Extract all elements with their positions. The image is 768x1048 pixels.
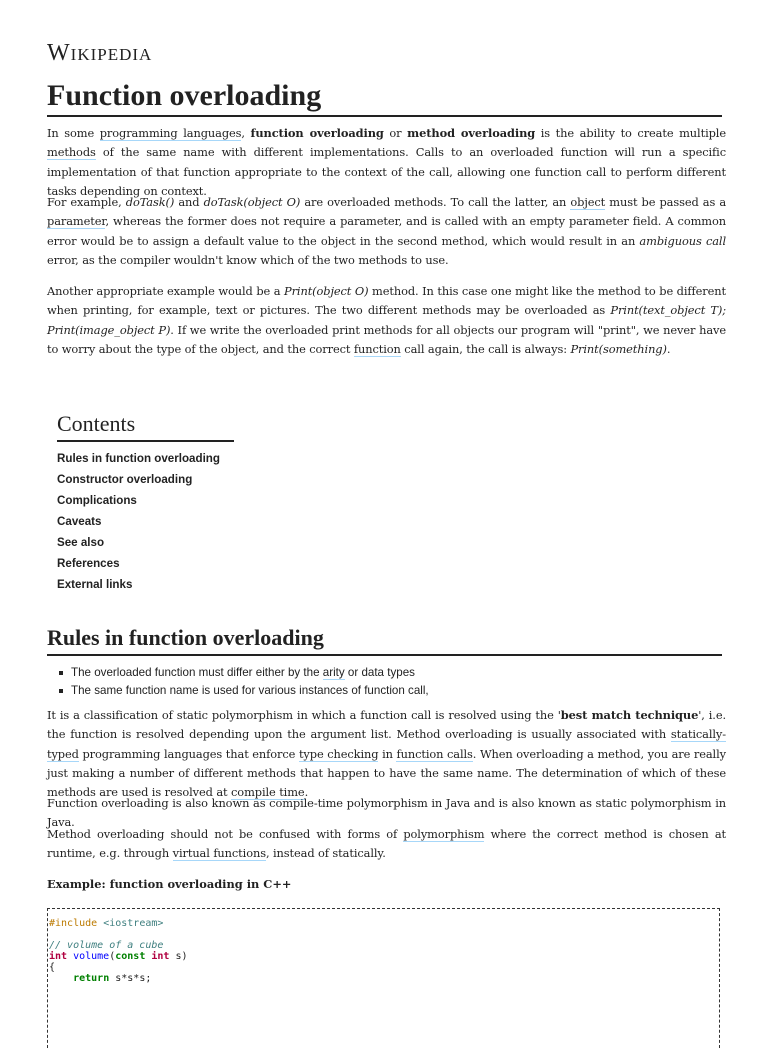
toc-item-constructor[interactable]: Constructor overloading [57,473,193,486]
code-line: #include <iostream> [49,918,164,929]
link-programming-languages[interactable]: programming languages [99,126,242,140]
link-compile-time[interactable]: compile time [231,785,305,800]
link-function-calls[interactable]: function calls [396,746,473,761]
toc-item-caveats[interactable]: Caveats [57,515,102,528]
toc-item-external-links[interactable]: External links [57,578,133,591]
toc-item-see-also[interactable]: See also [57,536,105,549]
section-heading-rules: Rules in function overloading [47,624,722,656]
link-statically-typed[interactable]: statically-typed [47,727,726,761]
link-parameter[interactable]: parameter [47,214,106,229]
code-line: // volume of a cube [49,940,164,951]
link-type-checking[interactable]: type checking [298,746,379,761]
bold-term: method overloading [407,126,536,140]
toc-item-complications[interactable]: Complications [57,494,137,507]
intro-paragraph-2: For example, doTask() and doTask(object O) are overloaded methods. To call the latter, an object must be passed as a parameter, whereas the former does not require a parameter, and is called with an empty parameter field. A common error would be to assign a default value to the object in the second method, which would result in an ambiguous call error, as the compiler wouldn't know which of the two methods to use. [47,195,727,267]
rules-paragraph-1: It is a classification of static polymorphism in which a function call is resolved using the 'best match technique', i.e. the function is resolved depending upon the argument list. Method overloading is usually associated with statically-typed programming languages that enforce type checking in function calls. When overloading a method, you are really just making a number of different methods that happen to have the same name. The determination of which of these methods are used is resolved at compile time. [47,708,726,800]
rules-paragraph-3: Method overloading should not be confused with forms of polymorphism where the correct method is chosen at runtime, e.g. through virtual functions, instead of statically. [47,827,727,861]
list-item: The overloaded function must differ either by the arity or data types [59,664,429,682]
list-item: The same function name is used for various instances of function call, [59,682,429,700]
code-line: int volume(const int s) [49,951,188,962]
page-title: Function overloading [47,79,722,117]
bold-term: function overloading [250,126,384,140]
intro-paragraph-3: Another appropriate example would be a Print(object O) method. In this case one might like the method to be different when printing, for example, text or pictures. The two different methods may be overloaded as Print(text_object T); Print(image_object P). If we write the overloaded print methods for all objects our program will "print", we never have to worry about the type of the object, and the correct function call again, the call is always: Print(something). [47,284,727,356]
link-object[interactable]: object [570,195,606,209]
rules-paragraph-2: Function overloading is also known as compile-time polymorphism in Java and is also known as static polymorphism in Java. [47,796,726,830]
rules-list [59,664,429,700]
intro-paragraph-1: In some programming languages, function overloading or method overloading is the ability to create multiple methods of the same name with different implementations. Calls to an overloaded function will run a specific implementation of that function appropriate to the context of the call, allowing one function call to perform different tasks depending on context. [47,126,726,198]
contents-heading: Contents [57,410,234,442]
code-line [49,929,719,940]
toc-item-references[interactable]: References [57,557,120,570]
example-caption: Example: function overloading in C++ [47,877,292,891]
table-of-contents [57,410,234,595]
code-line: { [49,962,56,973]
link-function[interactable]: function [353,341,401,356]
link-polymorphism[interactable]: polymorphism [403,827,485,841]
link-arity[interactable]: arity [322,666,345,679]
link-methods[interactable]: methods [47,145,96,160]
code-line: return s*s*s; [73,973,152,984]
wikipedia-wordmark[interactable]: Wikipedia [47,40,153,66]
code-block [47,908,720,1048]
link-virtual-functions[interactable]: virtual functions [172,846,266,861]
toc-item-rules[interactable]: Rules in function overloading [57,452,220,465]
